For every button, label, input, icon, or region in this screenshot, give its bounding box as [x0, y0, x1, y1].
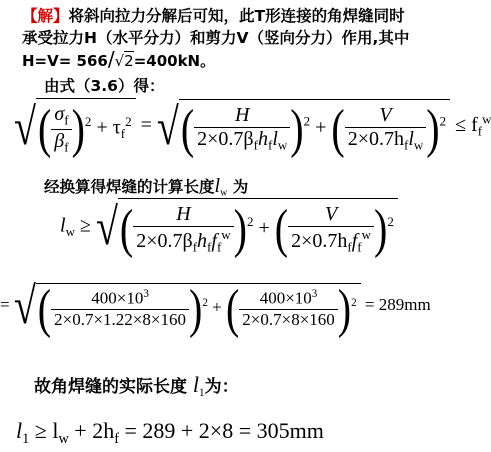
intro-hv-prefix: H=V= 566 [22, 52, 108, 70]
step-3-text: 故角焊缝的实际长度 $l_1$为： [34, 372, 239, 399]
equation-1: √( $\frac{\sigma_f}{\beta_f}$ )$^2 + \tau_f^2$ = √( $\frac{H}{2\times 0.7\beta_fh_fl_w}$ )$^2$ + ( $\frac{V}{2\times 0.7h_fl_w}$ )$^2 \le f_f^w$ [14, 96, 491, 159]
step-2-text: 经换算得焊缝的计算长度$l_w$ 为 [44, 175, 249, 199]
equation-3: = √( $\frac{400\times 10^3}{2\times 0.7\times 1.22\times 8\times 160}$ )$^2$ + ( $\frac{400\times 10^3}{2\times 0.7\times 8\times 160}$ )$^2$ = 289mm [0, 276, 431, 339]
intro-hv-suffix: =400kN。 [133, 52, 216, 70]
beta-symbol: β [54, 129, 65, 152]
solution-tag: 【解】 [22, 7, 69, 25]
tau-term: + τ [96, 116, 121, 139]
equation-4: $l_1 \ge l_w + 2h_f = 289 + 2\times 8 = 305mm$ [16, 418, 324, 447]
intro-line-2: 承受拉力H（水平分力）和剪力V（竖向分力）作用,其中 [22, 29, 410, 47]
intro-line-1 [22, 4, 405, 26]
eq1-V: V [345, 104, 427, 128]
sigma-symbol: σ [54, 103, 65, 125]
intro-text-1: 将斜向拉力分解后可知，此T形连接的角焊缝同时 [68, 7, 405, 25]
final-result: = 289 + 2×8 = 305mm [124, 418, 324, 443]
eq1-H: H [194, 104, 290, 128]
from-equation-label: 由式（3.6）得： [44, 77, 165, 95]
intro-sqrt-arg: 2 [124, 52, 134, 70]
intro-line-3: H=V= 566/√2=400kN。 [22, 47, 216, 71]
eq3-result: = 289mm [364, 295, 431, 315]
leq-ffw: ≤ f [455, 114, 478, 137]
equation-2: $l_w$ ≥ √( $\frac{H}{2\times 0.7\beta_fh_ff_f^w}$ )$^2$ + ( $\frac{V}{2\times 0.7h_ff_f^w}$ )$^2$ [60, 198, 398, 262]
